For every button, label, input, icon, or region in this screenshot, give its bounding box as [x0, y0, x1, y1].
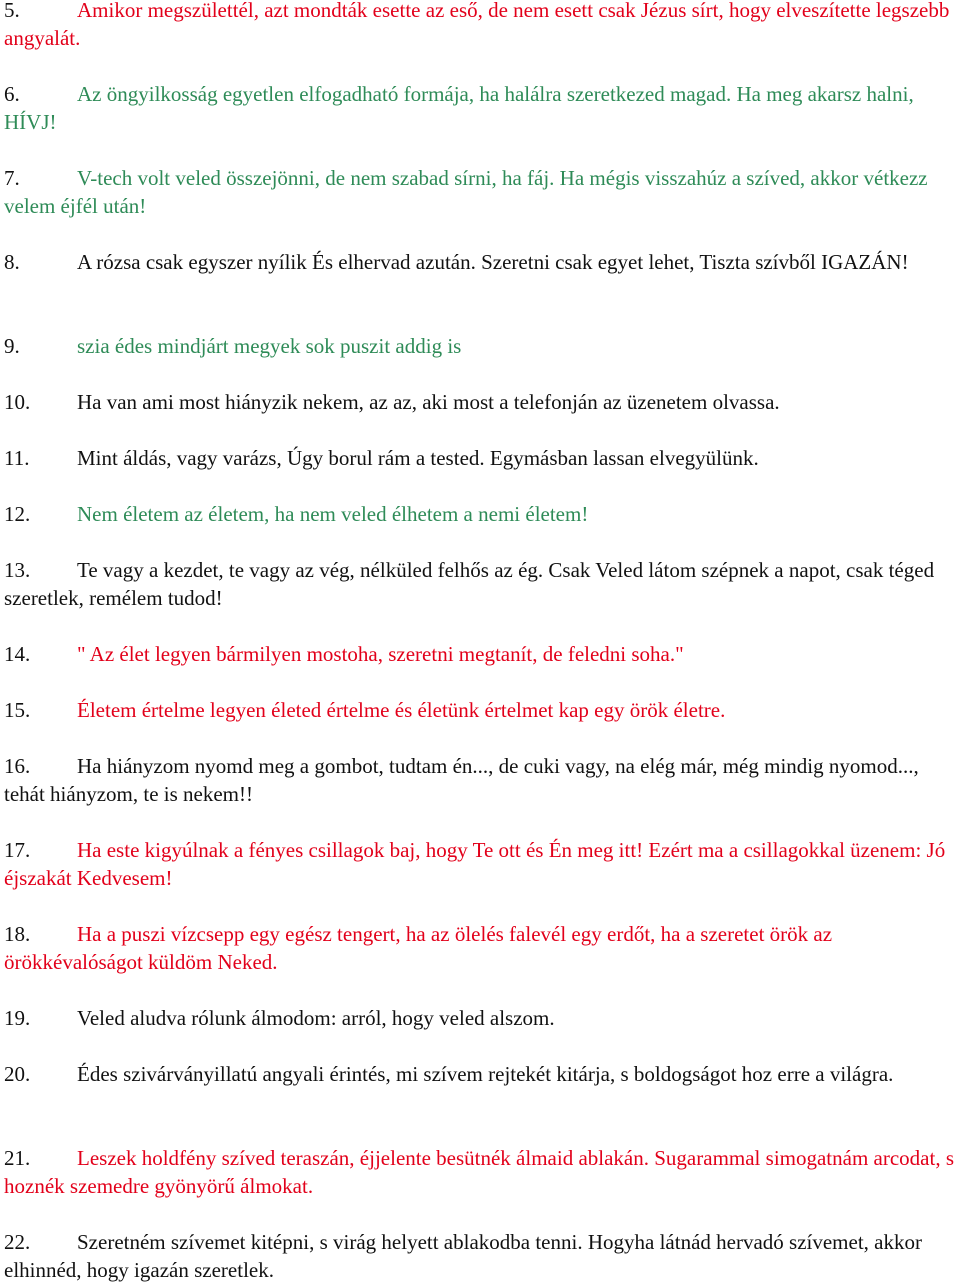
- list-item: [4, 920, 956, 976]
- list-item-number: 16.: [4, 754, 31, 778]
- list-item-text: Édes szivárványillatú angyali érintés, mi szívem rejtekét kitárja, s boldogságot hoz erre a világra.: [77, 1062, 894, 1086]
- list-item-text: Életem értelme legyen életed értelme és életünk értelmet kap egy örök életre.: [77, 698, 726, 722]
- list-item-number: 12.: [4, 502, 31, 526]
- list-item: [4, 836, 956, 892]
- list-item: [4, 80, 956, 136]
- list-item-text: Ha este kigyúlnak a fényes csillagok baj, hogy Te ott és Én meg itt! Ezért ma a csillagokkal üzenem: Jó éjszakát Kedvesem!: [4, 838, 946, 890]
- list-item-text: szia édes mindjárt megyek sok puszit addig is: [77, 334, 462, 358]
- list-item: [4, 696, 956, 724]
- list-item-number: 9.: [4, 334, 20, 358]
- list-item-number: 18.: [4, 922, 31, 946]
- list-item-text: Ha hiányzom nyomd meg a gombot, tudtam én..., de cuki vagy, na elég már, még mindig nyomod..., tehát hiányzom, te is nekem!!: [4, 754, 919, 806]
- list-item: [4, 1004, 956, 1032]
- list-item-text: V-tech volt veled összejönni, de nem szabad sírni, ha fáj. Ha mégis visszahúz a szíved, akkor vétkezz velem éjfél után!: [4, 166, 928, 218]
- list-item: [4, 500, 956, 528]
- list-item: [4, 1144, 956, 1200]
- list-item-number: 19.: [4, 1006, 31, 1030]
- list-item: [4, 1228, 956, 1284]
- list-item-text: Ha a puszi vízcsepp egy egész tengert, ha az ölelés falevél egy erdőt, ha a szeretet örök az örökkévalóságot küldöm Neked.: [4, 922, 833, 974]
- list-item-number: 17.: [4, 838, 31, 862]
- list-item-number: 20.: [4, 1062, 31, 1086]
- list-item-text: Leszek holdfény szíved teraszán, éjjelente besütnék álmaid ablakán. Sugarammal simogatnám arcodat, s hoznék szemedre gyönyörű álmokat.: [4, 1146, 955, 1198]
- list-item-number: 11.: [4, 446, 30, 470]
- list-item: [4, 1060, 956, 1088]
- list-item-number: 8.: [4, 250, 20, 274]
- list-item-text: A rózsa csak egyszer nyílik És elhervad azután. Szeretni csak egyet lehet, Tiszta szívből IGAZÁN!: [77, 250, 909, 274]
- list-item-number: 10.: [4, 390, 31, 414]
- list-item-text: Szeretném szívemet kitépni, s virág helyett ablakodba tenni. Hogyha látnád hervadó szívemet, akkor elhinnéd, hogy igazán szeretlek.: [4, 1230, 922, 1282]
- list-item: [4, 248, 956, 276]
- list-item-text: " Az élet legyen bármilyen mostoha, szeretni megtanít, de feledni soha.": [77, 642, 684, 666]
- list-item-text: Ha van ami most hiányzik nekem, az az, aki most a telefonján az üzenetem olvassa.: [77, 390, 780, 414]
- list-item-text: Nem életem az életem, ha nem veled élhetem a nemi életem!: [77, 502, 589, 526]
- list-item: [4, 0, 956, 52]
- list-item-text: Amikor megszülettél, azt mondták esette az eső, de nem esett csak Jézus sírt, hogy elveszítette legszebb angyalát.: [4, 0, 950, 50]
- list-item: [4, 752, 956, 808]
- list-item-number: 15.: [4, 698, 31, 722]
- list-item-number: 5.: [4, 0, 20, 22]
- list-item-number: 6.: [4, 82, 20, 106]
- list-item: [4, 164, 956, 220]
- list-item-number: 14.: [4, 642, 31, 666]
- list-item-number: 22.: [4, 1230, 31, 1254]
- list-item-text: Veled aludva rólunk álmodom: arról, hogy veled alszom.: [77, 1006, 555, 1030]
- list-item-text: Te vagy a kezdet, te vagy az vég, nélküled felhős az ég. Csak Veled látom szépnek a napot, csak téged szeretlek, remélem tudod!: [4, 558, 935, 610]
- list-item: [4, 640, 956, 668]
- list-item: [4, 556, 956, 612]
- list-item: [4, 388, 956, 416]
- list-item-number: 21.: [4, 1146, 31, 1170]
- list-item-text: Mint áldás, vagy varázs, Úgy borul rám a tested. Egymásban lassan elvegyülünk.: [77, 446, 759, 470]
- list-item: [4, 332, 956, 360]
- list-item-number: 7.: [4, 166, 20, 190]
- list-item-text: Az öngyilkosság egyetlen elfogadható formája, ha halálra szeretkezed magad. Ha meg akarsz halni, HÍVJ!: [4, 82, 914, 134]
- list-item-number: 13.: [4, 558, 31, 582]
- list-item: [4, 444, 956, 472]
